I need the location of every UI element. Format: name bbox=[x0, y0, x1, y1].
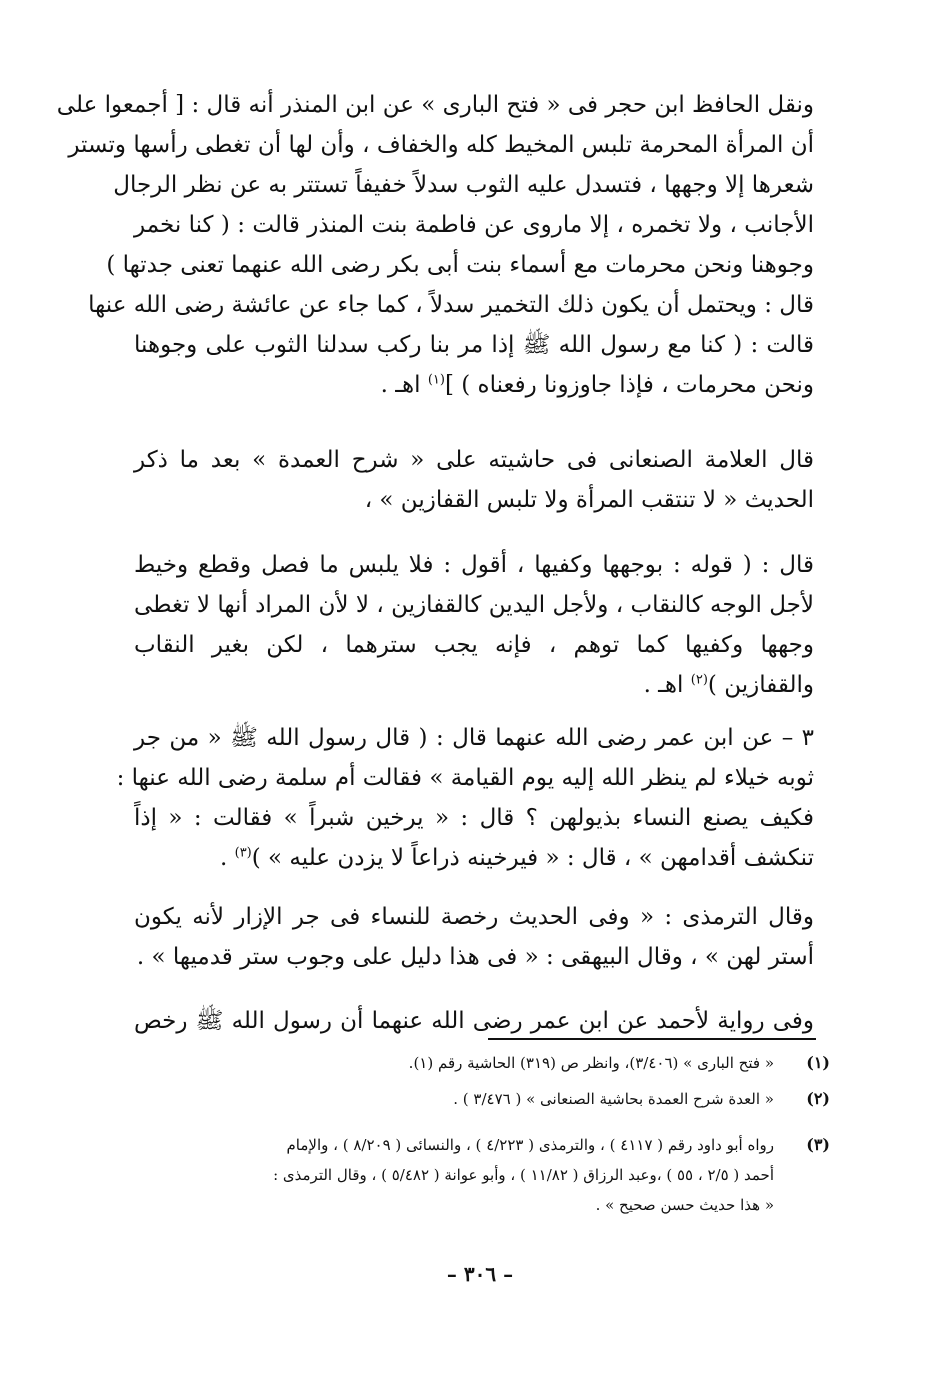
text-line: ونقل الحافظ ابن حجر فى « فتح البارى » عن ابن المنذر أنه قال : [ أجمعوا على bbox=[56, 92, 814, 118]
footnote-text bbox=[130, 1048, 774, 1078]
text-line: الأجانب ، ولا تخمره ، إلا ماروى عن فاطمة بنت المنذر قالت : ( كنا نخمر bbox=[134, 212, 814, 238]
line-text: والقفازين ) bbox=[707, 672, 814, 698]
text-line: فكيف يصنع النساء بذيولهن ؟ قال : « يرخين شبراً » فقالت : « إذاً bbox=[134, 805, 814, 831]
paragraph-ahmad-narration bbox=[134, 1001, 814, 1041]
text-line: أستر لهن » ، وقال البيهقى : « فى هذا دليل على وجوب ستر قدميها » . bbox=[136, 944, 814, 970]
footnote-text bbox=[130, 1084, 774, 1114]
text-line: وقال الترمذى : « وفى الحديث رخصة للنساء فى جر الإزار لأنه يكون bbox=[134, 904, 814, 930]
footnote-3 bbox=[130, 1130, 830, 1220]
text-line: وفى رواية لأحمد عن ابن عمر رضى الله عنهما أن رسول الله ﷺ رخص bbox=[134, 1008, 814, 1034]
text-line: ٣ – عن ابن عمر رضى الله عنهما قال : ( قال رسول الله ﷺ « من جر bbox=[134, 725, 814, 751]
text-line: شعرها إلا وجهها ، فتسدل عليه الثوب سدلاً خفيفاً تستتر به عن نظر الرجال bbox=[113, 172, 814, 198]
text-line: الحديث « لا تنتقب المرأة ولا تلبس القفازين » ، bbox=[364, 487, 814, 513]
line-tail: . bbox=[219, 845, 235, 871]
footnote-ref-2[interactable]: (٢) bbox=[690, 672, 708, 688]
footnote-number: (١) bbox=[806, 1053, 830, 1072]
text-line bbox=[134, 365, 814, 405]
text-line: وجهها وكفيها كما توهم ، فإنه يجب سترهما ، لكن بغير النقاب bbox=[134, 632, 814, 658]
text-line bbox=[134, 665, 814, 705]
text-line: وجوهنا ونحن محرمات مع أسماء بنت أبى بكر رضى الله عنهما تعنى جدتها ) bbox=[106, 252, 814, 278]
footnote-ref-3[interactable]: (٣) bbox=[234, 845, 252, 861]
text-line: ثوبه خيلاء لم ينظر الله إليه يوم القيامة » فقالت أم سلمة رضى الله عنها : bbox=[116, 765, 814, 791]
text-line: قال : ويحتمل أن يكون ذلك التخمير سدلاً ، كما جاء عن عائشة رضى الله عنها bbox=[88, 292, 814, 318]
text-line: لأجل الوجه كالنقاب ، ولأجل اليدين كالقفازين ، لا لأن المراد أنها لا تغطى bbox=[134, 592, 814, 618]
line-tail: اهـ . bbox=[643, 672, 691, 698]
text-line: أن المرأة المحرمة تلبس المخيط كله والخفاف ، وأن لها أن تغطى رأسها وتستر bbox=[68, 132, 814, 158]
footnote-text bbox=[130, 1130, 774, 1220]
footnote-number: (٣) bbox=[806, 1135, 830, 1154]
footnote-2 bbox=[130, 1084, 830, 1114]
text-line bbox=[134, 838, 814, 878]
line-text: ونحن محرمات ، فإذا جاوزونا رفعناه ) ] bbox=[444, 372, 814, 398]
footnote-1 bbox=[130, 1048, 830, 1078]
footnote-line: « العدة شرح العمدة بحاشية الصنعانى » ( ٣/٤٧٦ ) . bbox=[453, 1090, 774, 1108]
text-line: قال : ( قوله : بوجهها وكفيها ، أقول : فلا يلبس ما فصل وقطع وخيط bbox=[134, 552, 814, 578]
footnote-separator bbox=[488, 1038, 816, 1040]
footnote-line: « هذا حديث حسن صحيح » . bbox=[595, 1196, 774, 1214]
footnote-line: أحمد ( ٢/٥ ، ٥٥ ) ،وعبد الرزاق ( ١١/٨٢ ) ، وأبو عوانة ( ٥/٤٨٢ ) ، وقال الترمذى : bbox=[273, 1166, 774, 1184]
text-line: قال العلامة الصنعانى فى حاشيته على « شرح العمدة » بعد ما ذكر bbox=[134, 447, 814, 473]
footnote-ref-1[interactable]: (١) bbox=[427, 372, 445, 388]
paragraph-ibn-hajar-quote bbox=[56, 85, 814, 405]
line-text: تنكشف أقدامهن » ، قال : « فيرخينه ذراعاً لا يزدن عليه » ) bbox=[251, 845, 814, 871]
footnote-line: رواه أبو داود رقم ( ٤١١٧ ) ، والترمذى ( ٤/٢٢٣ ) ، والنسائى ( ٨/٢٠٩ ) ، والإمام bbox=[286, 1136, 774, 1154]
paragraph-sanani-quote bbox=[134, 545, 814, 705]
footnote-number: (٢) bbox=[806, 1089, 830, 1108]
page-number: – ٣٠٦ – bbox=[446, 1262, 514, 1286]
text-line: قالت : ( كنا مع رسول الله ﷺ إذا مر بنا ركب سدلنا الثوب على وجوهنا bbox=[134, 332, 814, 358]
paragraph-tirmidhi-bayhaqi bbox=[134, 897, 814, 977]
footnote-line: « فتح البارى » (٣/٤٠٦)، وانظر ص (٣١٩) الحاشية رقم (١). bbox=[408, 1054, 774, 1072]
paragraph-sanani-intro bbox=[134, 440, 814, 520]
line-tail: اهـ . bbox=[380, 372, 428, 398]
paragraph-hadith-3 bbox=[116, 718, 814, 878]
